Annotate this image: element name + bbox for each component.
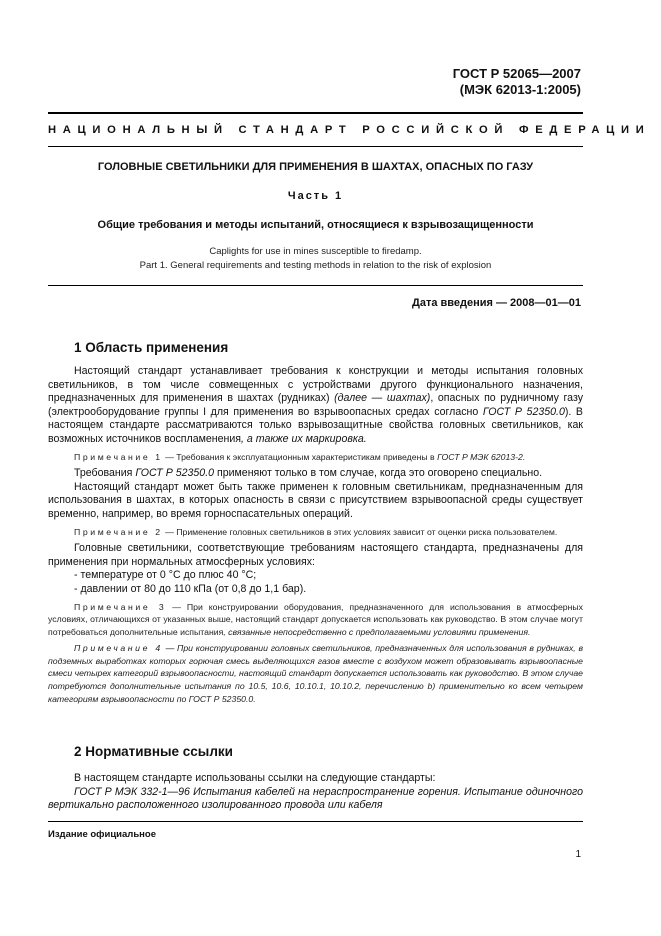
standard-code-line1: ГОСТ Р 52065—2007	[452, 66, 581, 81]
english-title-line1: Caplights for use in mines susceptible to firedamp.	[209, 246, 422, 257]
section2-paragraph1: В настоящем стандарте использованы ссылки на следующие стандарты:	[74, 772, 436, 784]
section2-heading: 2 Нормативные ссылки	[74, 744, 233, 759]
title-rule	[48, 285, 583, 286]
banner-rule	[48, 146, 583, 147]
section2-body	[48, 772, 583, 813]
note-3: Примечание 3 — При конструировании оборудования, предназначенного для использования в атмосферных условиях, отличающихся от указанных выше, настоящий стандарт допускается использовать как руководство. В этом случае могут потребоваться дополнительные испытания, связанные непосредственно с предполагаемыми условиями применения.	[48, 601, 583, 637]
top-rule	[48, 112, 583, 114]
part-label: Часть 1	[287, 190, 344, 202]
document-title: ГОЛОВНЫЕ СВЕТИЛЬНИКИ ДЛЯ ПРИМЕНЕНИЯ В ШАХТАХ, ОПАСНЫХ ПО ГАЗУ	[97, 161, 534, 173]
english-title-line2: Part 1. General requirements and testing methods in relation to the risk of explosion	[139, 260, 492, 271]
note-2: Примечание 2 — Применение головных светильников в этих условиях зависит от оценки риска пользователем.	[74, 526, 558, 537]
list-item: - температуре от 0 °С до плюс 40 °С;	[74, 569, 257, 582]
section1-paragraph3: Настоящий стандарт может быть также применен к головным светильникам, предназначенным для использования в шахтах, в которых опасность в связи с присутствием взрывоопасной среды существует временно, например, во время горноспасательных операций.	[48, 480, 583, 520]
footer-rule	[48, 821, 583, 822]
section1-heading: 1 Область применения	[74, 340, 229, 355]
introduction-date: Дата введения — 2008—01—01	[412, 297, 581, 309]
document-subtitle: Общие требования и методы испытаний, относящиеся к взрывозащищенности	[97, 219, 534, 231]
national-standard-banner: НАЦИОНАЛЬНЫЙ СТАНДАРТ РОССИЙСКОЙ ФЕДЕРАЦИИ	[48, 124, 651, 136]
standard-code-line2: (МЭК 62013-1:2005)	[459, 82, 581, 97]
note-1: Примечание 1 — Требования к эксплуатационным характеристикам приведены в ГОСТ Р МЭК 62013-2.	[74, 451, 526, 462]
list-item: - давлении от 80 до 110 кПа (от 0,8 до 1,1 бар).	[74, 582, 307, 595]
atmospheric-conditions-list	[48, 569, 583, 596]
official-edition-label: Издание официальное	[48, 829, 156, 840]
standard-code	[453, 66, 581, 98]
english-title	[48, 245, 583, 273]
section2-reference: ГОСТ Р МЭК 332-1—96 Испытания кабелей на нераспространение горения. Испытание одиночного вертикально расположенного изолированного провода или кабеля	[48, 785, 583, 812]
section1-paragraph1: Настоящий стандарт устанавливает требования к конструкции и методы испытания головных светильников, в том числе совмещенных с устройствами другого функционального назначения, предназначенных для применения в шахтах (рудниках) (далее — шахтах), опасных по рудничному газу (электрооборудование группы I для применения во взрывоопасных средах согласно ГОСТ Р 52350.0). В настоящем стандарте рассматриваются только взрывозащитные свойства головных светильников, как возможных источников воспламенения, а также их маркировка.	[48, 365, 584, 445]
page-number: 1	[575, 849, 581, 860]
section1-body	[48, 365, 583, 705]
note-4: Примечание 4 — При конструировании головных светильников, предназначенных для использования в рудниках, в подземных выработках которых горючая смесь выделяющихся газов вместе с воздухом может образовывать взрывоопасные смеси четырех категорий взрывоопасности, настоящий стандарт допускается использовать как руководство. В этом случае потребуются дополнительные испытания по 10.5, 10.6, 10.10.1, 10.10.2, перечислению b) применительно ко всем четырем категориям взрывоопасности по ГОСТ Р 52350.0.	[48, 643, 583, 704]
section1-paragraph4: Головные светильники, соответствующие требованиям настоящего стандарта, предназначены для применения при нормальных атмосферных условиях:	[48, 542, 583, 568]
section1-paragraph2: Требования ГОСТ Р 52350.0 применяют только в том случае, когда это оговорено специально.	[74, 467, 543, 480]
